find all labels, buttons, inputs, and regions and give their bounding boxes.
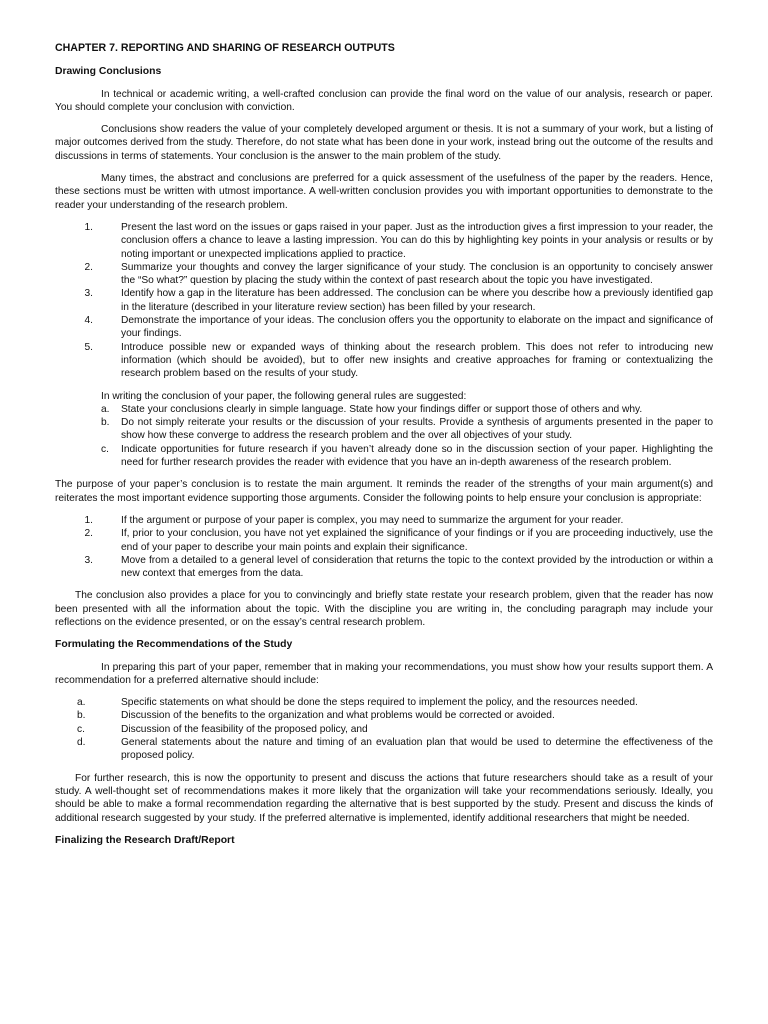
list-item-text: Introduce possible new or expanded ways of thinking about the research problem. This does not refer to introducing new information (which should be avoided), but to offer new insights and creative approaches for framing or contextualizing the research problem based on the results of your study.	[121, 341, 713, 380]
list-item	[55, 736, 713, 763]
paragraph: In technical or academic writing, a well-crafted conclusion can provide the final word on the value of our analysis, research or paper. You should complete your conclusion with conviction.	[55, 88, 713, 113]
list-item	[55, 314, 713, 341]
list-item-text: Demonstrate the importance of your ideas. The conclusion offers you the opportunity to elaborate on the impact and significance of your findings.	[121, 315, 713, 340]
recommendation-contents-list	[55, 696, 713, 762]
chapter-title: CHAPTER 7. REPORTING AND SHARING OF RESEARCH OUTPUTS	[55, 42, 395, 54]
paragraph: Many times, the abstract and conclusions are preferred for a quick assessment of the usefulness of the paper by the readers. Hence, these sections must be written with utmost importance. A well-written conclusion provides you with important opportunities to demonstrate to the reader your understanding of the research problem.	[55, 173, 713, 211]
paragraph: The purpose of your paper’s conclusion is to restate the main argument. It reminds the reader of the strengths of your main argument(s) and reiterates the most important evidence supporting those arguments. Consider the following points to help ensure your conclusion is appropriate:	[55, 479, 713, 504]
list-item	[55, 514, 713, 527]
list-item	[55, 723, 713, 736]
list-letter: b.	[77, 710, 86, 722]
list-item	[55, 403, 713, 416]
document-body	[55, 42, 713, 847]
list-number: 2.	[84, 261, 93, 273]
paragraph: Conclusions show readers the value of your completely developed argument or thesis. It is not a summary of your work, but a listing of major outcomes derived from the study. Therefore, do not state what has been done in your work, instead bring out the outcome of the results and discussions in terms of statements. Your conclusion is the answer to the main problem of the study.	[55, 124, 713, 162]
paragraph: In preparing this part of your paper, remember that in making your recommendations, you must show how your results support them. A recommendation for a preferred alternative should include:	[55, 661, 713, 686]
list-number: 3.	[84, 288, 93, 300]
list-letter: d.	[77, 737, 86, 749]
list-item-text: If, prior to your conclusion, you have not yet explained the significance of your findings or if you are proceeding inductively, use the end of your paper to describe your main points and explain their significance.	[121, 528, 713, 553]
list-item	[55, 527, 713, 554]
rules-intro: In writing the conclusion of your paper, the following general rules are suggested:	[101, 390, 467, 402]
list-letter: c.	[77, 723, 85, 735]
section-heading-finalizing: Finalizing the Research Draft/Report	[55, 834, 235, 846]
list-number: 3.	[84, 554, 93, 566]
list-item	[55, 221, 713, 261]
section-heading-recommendations: Formulating the Recommendations of the Study	[55, 639, 293, 651]
list-item-text: Indicate opportunities for future research if you haven’t already done so in the discussion section of your paper. Highlighting the need for further research provides the reader with evidence that you have an in-depth awareness of the research problem.	[121, 443, 713, 469]
list-item	[55, 416, 713, 443]
list-number: 5.	[84, 341, 93, 353]
list-item-text: Discussion of the benefits to the organization and what problems would be corrected or avoided.	[121, 710, 555, 722]
list-item-text: General statements about the nature and timing of an evaluation plan that would be used to determine the effectiveness of the proposed policy.	[121, 737, 713, 762]
list-item	[55, 341, 713, 381]
list-item	[55, 696, 713, 709]
list-number: 1.	[84, 514, 93, 526]
list-item-text: Identify how a gap in the literature has been addressed. The conclusion can be where you describe how a previously identified gap in the literature (described in your literature review section) has been filled by your research.	[121, 288, 713, 313]
list-item-text: Move from a detailed to a general level of consideration that returns the topic to the context provided by the introduction or within a new context that emerges from the data.	[121, 554, 713, 580]
appropriate-conclusion-list	[55, 514, 713, 580]
conclusion-points-list	[55, 221, 713, 381]
list-item	[55, 709, 713, 722]
list-item	[55, 287, 713, 314]
list-letter: b.	[101, 417, 110, 429]
paragraph: The conclusion also provides a place for you to convincingly and briefly state restate your research problem, given that the reader has now been presented with all the information about the topic. With the discipline you are writing in, the concluding paragraph may include your reflections on the evidence presented, or on the essay’s central research problem.	[55, 590, 713, 628]
list-item	[55, 554, 713, 581]
list-item-text: State your conclusions clearly in simple language. State how your findings differ or support those of others and why.	[121, 403, 643, 415]
list-number: 1.	[84, 221, 93, 233]
list-letter: c.	[101, 443, 109, 455]
list-letter: a.	[101, 403, 110, 415]
list-item-text: If the argument or purpose of your paper is complex, you may need to summarize the argument for your reader.	[121, 514, 624, 526]
list-number: 2.	[84, 528, 93, 540]
list-item-text: Present the last word on the issues or gaps raised in your paper. Just as the introduction gives a first impression to your reader, the conclusion offers a chance to leave a lasting impression. You can do this by highlighting key points in your analysis or results or by noting important or unexpected implications applied to practice.	[121, 221, 713, 260]
list-item	[55, 443, 713, 470]
list-item-text: Discussion of the feasibility of the proposed policy, and	[121, 723, 368, 735]
general-rules-list	[55, 403, 713, 469]
list-item-text: Summarize your thoughts and convey the larger significance of your study. The conclusion is an opportunity to concisely answer the “So what?” question by placing the study within the context of past research about the topic you have investigated.	[121, 261, 713, 287]
list-number: 4.	[84, 315, 93, 327]
section-heading-drawing-conclusions: Drawing Conclusions	[55, 66, 162, 78]
list-item-text: Do not simply reiterate your results or the discussion of your results. Provide a synthesis of arguments presented in the paper to show how these converge to address the research problem and the over all objectives of your study.	[121, 417, 713, 442]
list-item	[55, 261, 713, 288]
paragraph: For further research, this is now the opportunity to present and discuss the actions that future researchers should take as a result of your study. A well-thought set of recommendations makes it more likely that the organization will take your recommendations seriously. Ideally, you should be able to make a formal recommendation regarding the alternative that is best supported by the study. Present and discuss the kinds of additional research suggested by your study. If the preferred alternative is implemented, identify additional researchers that might be needed.	[55, 772, 713, 824]
list-item-text: Specific statements on what should be done the steps required to implement the policy, and the resources needed.	[121, 697, 638, 709]
list-letter: a.	[77, 697, 86, 709]
